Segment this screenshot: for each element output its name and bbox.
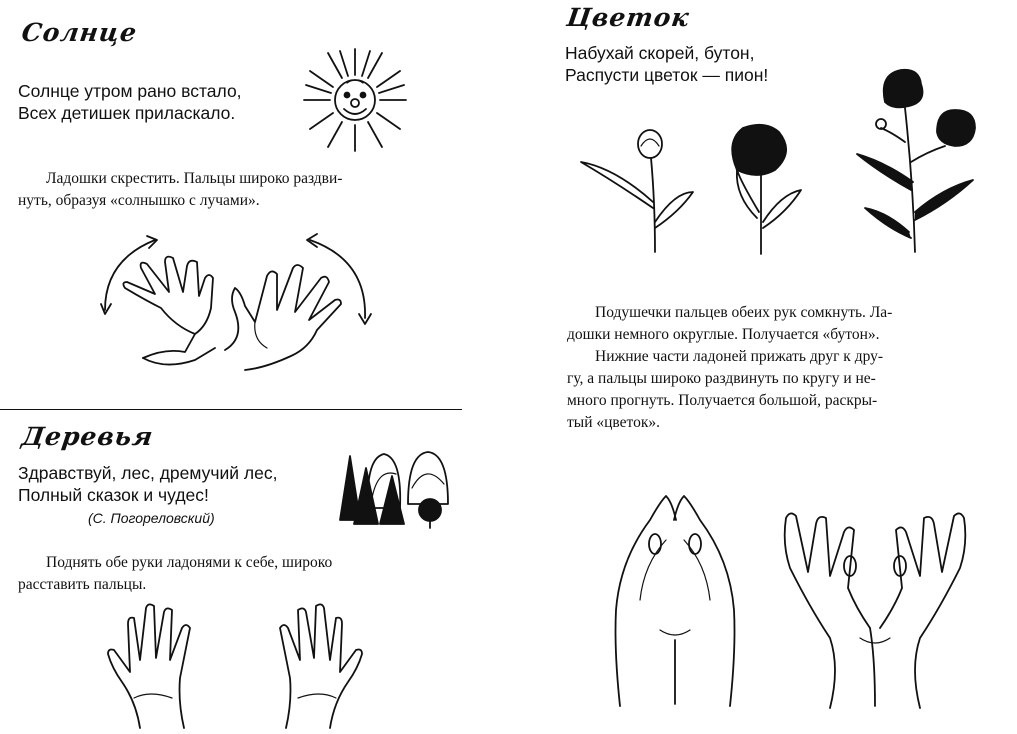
flower-instruction-p1-line-1: Подушечки пальцев обеих рук сомкнуть. Ла- — [595, 304, 893, 321]
sun-verse-line-2: Всех детишек приласкало. — [18, 103, 236, 123]
flower-verse-line-2: Распусти цветок — пион! — [565, 65, 769, 85]
flower-instruction-p2-line-1: Нижние части ладоней прижать друг к дру- — [595, 348, 884, 365]
forest-illustration — [328, 448, 458, 530]
flower-instruction-p2-line-2: гу, а пальцы широко раздвинуть по кругу и не- — [567, 370, 876, 387]
section-divider — [0, 409, 462, 410]
trees-verse — [18, 462, 277, 506]
flower-instruction-p1-line-2: дошки немного округлые. Получается «бутон». — [567, 326, 880, 343]
crossed-hands-illustration — [95, 230, 385, 380]
trees-verse-line-1: Здравствуй, лес, дремучий лес, — [18, 463, 278, 483]
trees-instruction-line-2: расставить пальцы. — [18, 576, 147, 593]
trees-verse-line-2: Полный сказок и чудес! — [18, 485, 209, 505]
trees-instruction-line-1: Поднять обе руки ладонями к себе, широко — [46, 554, 333, 571]
trees-author: (С. Погореловский) — [88, 510, 215, 526]
sun-verse-line-1: Солнце утром рано встало, — [18, 81, 242, 101]
sun-title: Солнце — [19, 18, 140, 47]
peony-stages-illustration — [575, 62, 985, 258]
sun-icon — [300, 45, 410, 155]
trees-title: Деревья — [19, 422, 156, 451]
flower-verse-line-1: Набухай скорей, бутон, — [565, 43, 755, 63]
sun-verse — [18, 80, 242, 124]
sun-instruction — [18, 168, 455, 212]
sun-instruction-line-1: Ладошки скрестить. Пальцы широко раздви- — [46, 170, 343, 187]
flower-title: Цветок — [564, 3, 692, 32]
bud-hands-illustration — [600, 490, 750, 710]
sun-instruction-line-2: нуть, образуя «солнышко с лучами». — [18, 192, 260, 209]
flower-instruction — [567, 302, 999, 434]
flower-instruction-p2-line-4: тый «цветок». — [567, 414, 660, 431]
trees-instruction — [18, 552, 460, 596]
open-palms-illustration — [100, 598, 370, 730]
flower-hands-illustration — [770, 488, 980, 710]
flower-instruction-p2-line-3: много прогнуть. Получается большой, раскры- — [567, 392, 878, 409]
